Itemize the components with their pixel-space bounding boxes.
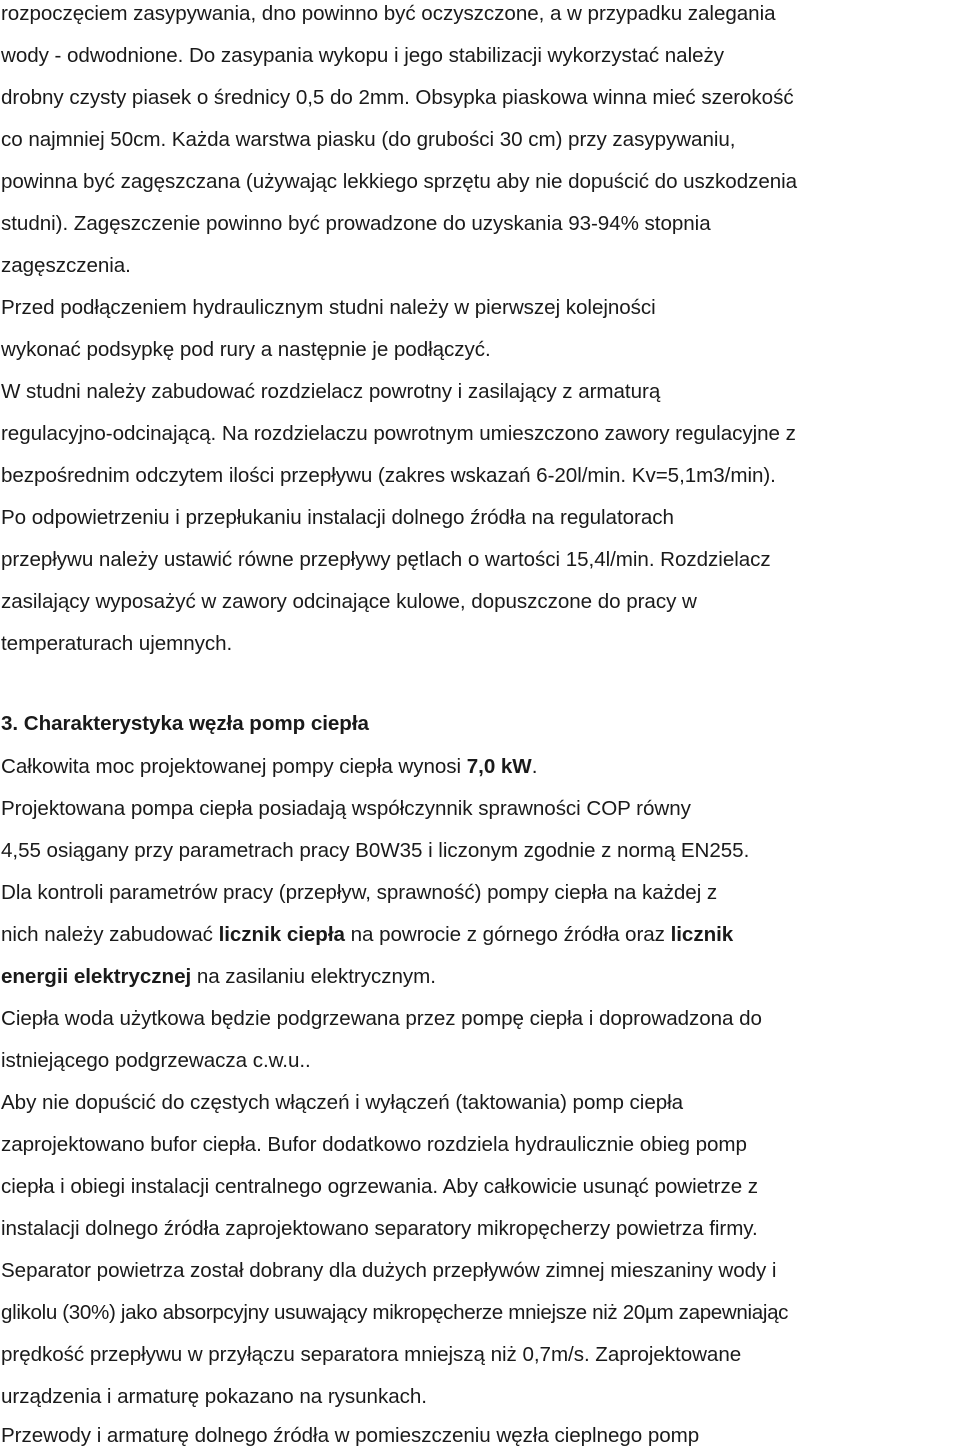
text-line: Projektowana pompa ciepła posiadają współczynnik sprawności COP równy [1,797,691,820]
text-line: przepływu należy ustawić równe przepływy pętlach o wartości 15,4l/min. Rozdzielacz [1,548,771,571]
bold-term: licznik [670,923,734,946]
text-line: zasilający wyposażyć w zawory odcinające kulowe, dopuszczone do pracy w [1,590,697,613]
text-line: 4,55 osiągany przy parametrach pracy B0W35 i liczonym zgodnie z normą EN255. [1,839,750,862]
text-line: zagęszczenia. [1,254,131,277]
text-line: temperaturach ujemnych. [1,632,233,655]
text-line: powinna być zagęszczana (używając lekkiego sprzętu aby nie dopuścić do uszkodzenia [1,170,798,193]
text-line [1,923,733,947]
text-line: W studni należy zabudować rozdzielacz powrotny i zasilający z armaturą [1,380,661,403]
text-line: instalacji dolnego źródła zaprojektowano separatory mikropęcherzy powietrza firmy. [1,1217,758,1240]
text-line: Ciepła woda użytkowa będzie podgrzewana przez pompę ciepła i doprowadzona do [1,1007,762,1030]
text-line: rozpoczęciem zasypywania, dno powinno być oczyszczone, a w przypadku zalegania [1,2,776,25]
text-line: istniejącego podgrzewacza c.w.u.. [1,1049,311,1072]
section-heading: 3. Charakterystyka węzła pomp ciepła [1,712,369,735]
text-line: co najmniej 50cm. Każda warstwa piasku (do grubości 30 cm) przy zasypywaniu, [1,128,736,151]
text-line: Po odpowietrzeniu i przepłukaniu instalacji dolnego źródła na regulatorach [1,506,674,529]
text-line: wykonać podsypkę pod rury a następnie je podłączyć. [1,338,491,361]
bold-term: energii elektrycznej [1,965,192,988]
text-line: zaprojektowano bufor ciepła. Bufor dodatkowo rozdziela hydraulicznie obieg pomp [1,1133,747,1156]
text-run: na zasilaniu elektrycznym. [191,965,436,988]
text-line: wody - odwodnione. Do zasypania wykopu i jego stabilizacji wykorzystać należy [1,44,725,67]
bold-term: licznik ciepła [218,923,345,946]
text-run: nich należy zabudować [1,923,219,946]
text-line [1,965,436,989]
text-run: Całkowita moc projektowanej pompy ciepła wynosi [1,755,467,778]
text-line: Aby nie dopuścić do częstych włączeń i wyłączeń (taktowania) pomp ciepła [1,1091,684,1114]
text-run: . [531,755,538,778]
text-line: Separator powietrza został dobrany dla dużych przepływów zimnej mieszaniny wody i [1,1259,777,1282]
text-line: urządzenia i armaturę pokazano na rysunkach. [1,1385,427,1408]
text-line: drobny czysty piasek o średnicy 0,5 do 2mm. Obsypka piaskowa winna mieć szerokość [1,86,794,109]
text-line: studni). Zagęszczenie powinno być prowadzone do uzyskania 93-94% stopnia [1,212,711,235]
text-line: Przewody i armaturę dolnego źródła w pomieszczeniu węzła cieplnego pomp [1,1424,700,1447]
text-line: prędkość przepływu w przyłączu separatora mniejszą niż 0,7m/s. Zaprojektowane [1,1343,742,1366]
text-line: Dla kontroli parametrów pracy (przepływ, sprawność) pompy ciepła na każdej z [1,881,718,904]
text-line: glikolu (30%) jako absorpcyjny usuwający mikropęcherze mniejsze niż 20µm zapewniając [1,1301,789,1324]
text-line [1,755,537,779]
text-line: ciepła i obiegi instalacji centralnego ogrzewania. Aby całkowicie usunąć powietrze z [1,1175,759,1198]
text-line: bezpośrednim odczytem ilości przepływu (zakres wskazań 6-20l/min. Kv=5,1m3/min). [1,464,776,487]
text-line: Przed podłączeniem hydraulicznym studni należy w pierwszej kolejności [1,296,656,319]
text-line: regulacyjno-odcinającą. Na rozdzielaczu powrotnym umieszczono zawory regulacyjne z [1,422,796,445]
power-value: 7,0 kW [466,755,532,778]
text-run: na powrocie z górnego źródła oraz [344,923,671,946]
